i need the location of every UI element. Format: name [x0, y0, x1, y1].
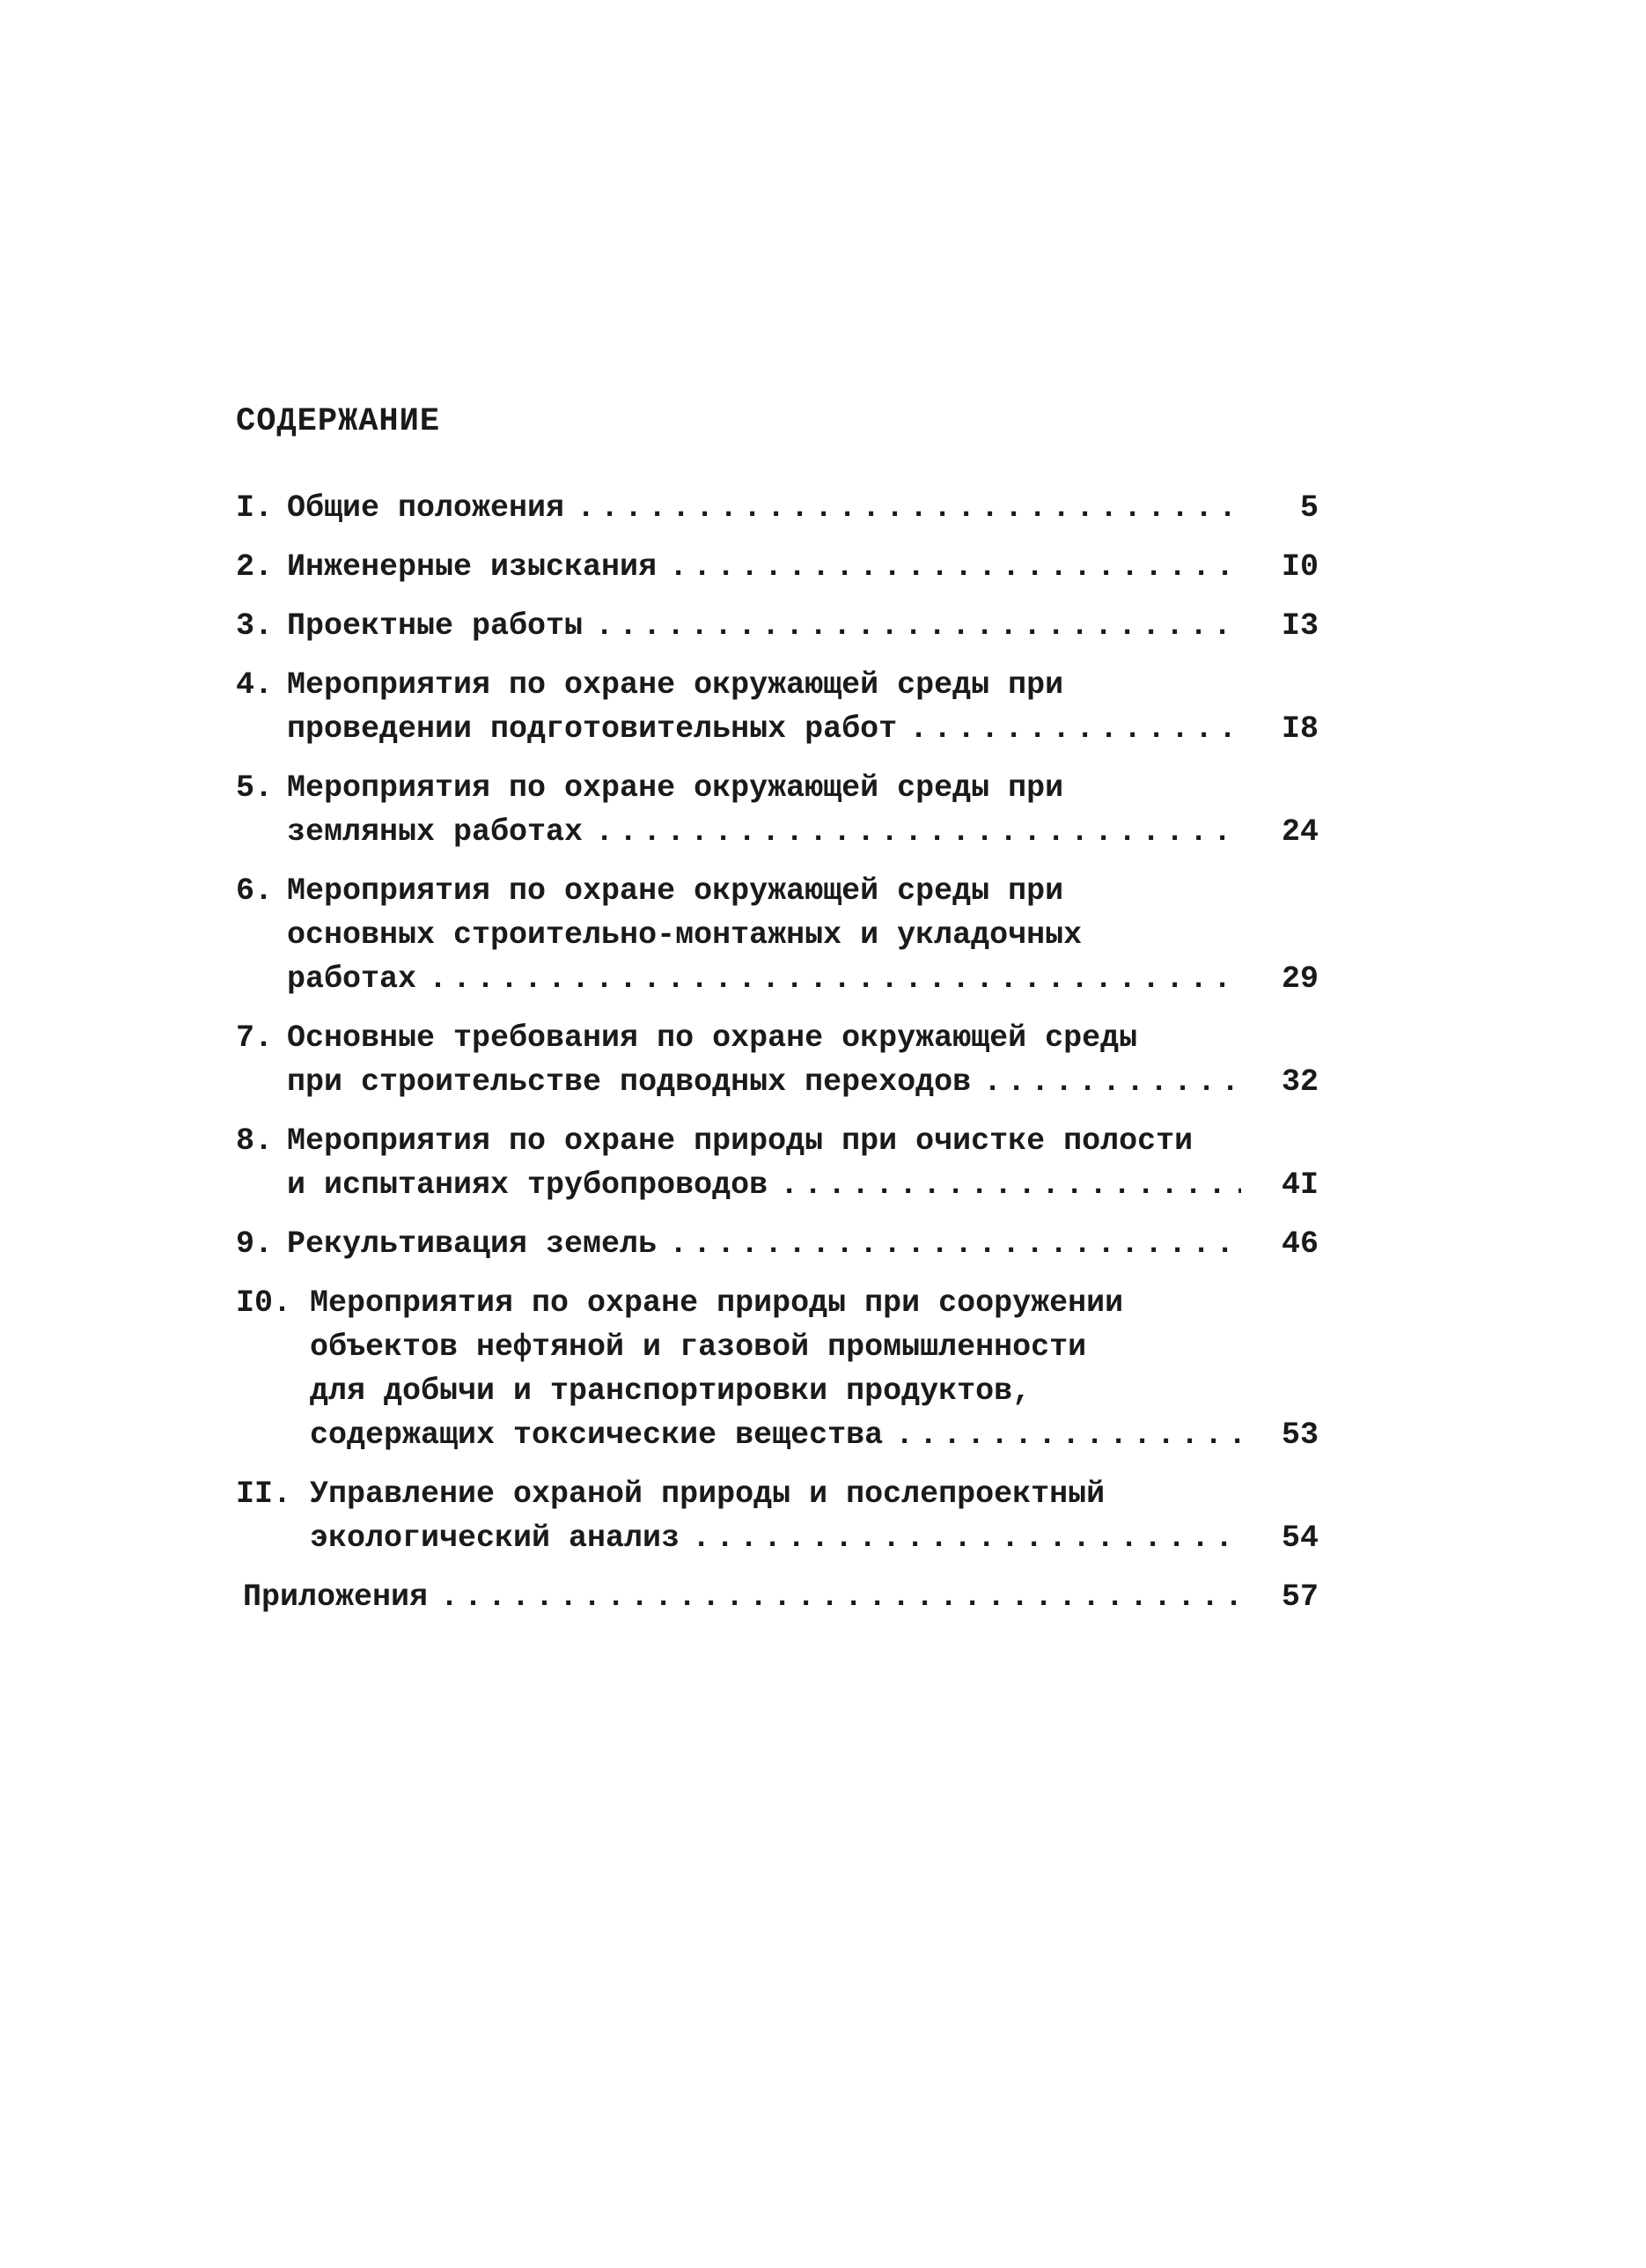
- toc-page-number: 54: [1281, 1521, 1319, 1556]
- toc-entry-text: проведении подготовительных работ: [287, 711, 898, 747]
- toc-entry-text: работах: [287, 961, 417, 997]
- dot-leader: [780, 1163, 1241, 1207]
- toc-entry-text: основных строительно-монтажных и укладочных: [287, 917, 1083, 953]
- toc-line: [236, 604, 1319, 648]
- dot-leader: [895, 1413, 1241, 1457]
- toc-entry-text: и испытаниях трубопроводов: [287, 1167, 768, 1203]
- toc-line: [236, 913, 1319, 957]
- toc-page-number: 24: [1281, 814, 1319, 850]
- toc-line: [236, 810, 1319, 854]
- toc-line: [236, 486, 1319, 530]
- toc-entry: [236, 545, 1319, 589]
- toc-entry: [236, 1575, 1319, 1619]
- toc-page-number: I0: [1281, 549, 1319, 585]
- toc-entry-text: содержащих токсические вещества: [310, 1418, 884, 1453]
- dot-leader: [983, 1060, 1241, 1104]
- toc-entry-text: объектов нефтяной и газовой промышленности: [310, 1329, 1087, 1365]
- dot-leader: [429, 957, 1241, 1001]
- toc-page-number: 46: [1281, 1226, 1319, 1262]
- toc-entry-text: земляных работах: [287, 814, 584, 850]
- toc-line: [236, 707, 1319, 751]
- toc-page-number: I3: [1281, 608, 1319, 644]
- page-title: СОДЕРЖАНИЕ: [236, 403, 441, 440]
- toc-entry-text: Мероприятия по охране природы при сооружении: [310, 1285, 1124, 1321]
- toc-entry-number: 6.: [236, 873, 274, 909]
- toc-entry-number: I.: [236, 490, 274, 526]
- dot-leader: [440, 1575, 1241, 1619]
- toc-entry-text: Мероприятия по охране окружающей среды при: [287, 770, 1064, 806]
- toc-line: [236, 1516, 1319, 1560]
- dot-leader: [692, 1516, 1241, 1560]
- toc-page-number: I8: [1281, 711, 1319, 747]
- toc-line: [236, 1413, 1319, 1457]
- toc-entry-text: Мероприятия по охране окружающей среды при: [287, 873, 1064, 909]
- toc-entry-text: для добычи и транспортировки продуктов,: [310, 1373, 1032, 1409]
- toc-line: [236, 1575, 1319, 1619]
- toc-entry: [236, 1472, 1319, 1560]
- dot-leader: [909, 707, 1241, 751]
- toc-line: [236, 766, 1319, 810]
- toc-entry: [236, 766, 1319, 854]
- dot-leader: [595, 604, 1241, 648]
- toc-entry-text: Рекультивация земель: [287, 1226, 658, 1262]
- toc-entry-number: 9.: [236, 1226, 274, 1262]
- toc-entry: [236, 869, 1319, 1001]
- toc-entry-number: 4.: [236, 667, 274, 703]
- toc-line: [236, 1060, 1319, 1104]
- toc-page-number: 53: [1281, 1418, 1319, 1453]
- toc-line: [236, 1163, 1319, 1207]
- dot-leader: [669, 1222, 1241, 1266]
- toc-entry-number: 3.: [236, 608, 274, 644]
- toc-entry: [236, 1222, 1319, 1266]
- toc-line: [236, 1119, 1319, 1163]
- toc-entry: [236, 1281, 1319, 1457]
- toc-entry: [236, 1016, 1319, 1104]
- toc-page-number: 4I: [1281, 1167, 1319, 1203]
- toc-entry-number: 5.: [236, 770, 274, 806]
- toc-entry-text: Приложения: [243, 1580, 429, 1615]
- toc-entry-text: Управление охраной природы и послепроектный: [310, 1476, 1106, 1512]
- toc-entry: [236, 1119, 1319, 1207]
- toc-entry-text: экологический анализ: [310, 1521, 680, 1556]
- toc-line: [236, 1369, 1319, 1413]
- toc-entry-number: 7.: [236, 1020, 274, 1056]
- toc-entry-text: при строительстве подводных переходов: [287, 1064, 972, 1100]
- toc-line: [236, 1016, 1319, 1060]
- toc-line: [236, 1472, 1319, 1516]
- toc-page-number: 32: [1281, 1064, 1319, 1100]
- toc-entry-text: Инженерные изыскания: [287, 549, 658, 585]
- toc-line: [236, 1222, 1319, 1266]
- toc-entry-number: 8.: [236, 1123, 274, 1159]
- toc-entry-number: I0.: [236, 1285, 292, 1321]
- toc-entry: [236, 604, 1319, 648]
- dot-leader: [595, 810, 1241, 854]
- toc-page-number: 29: [1281, 961, 1319, 997]
- toc-line: [236, 1281, 1319, 1325]
- table-of-contents: [236, 486, 1319, 1634]
- toc-line: [236, 869, 1319, 913]
- toc-line: [236, 957, 1319, 1001]
- toc-entry: [236, 663, 1319, 751]
- dot-leader: [669, 545, 1241, 589]
- toc-entry-text: Общие положения: [287, 490, 565, 526]
- toc-line: [236, 545, 1319, 589]
- toc-entry-number: II.: [236, 1476, 292, 1512]
- toc-line: [236, 663, 1319, 707]
- toc-entry-text: Основные требования по охране окружающей среды: [287, 1020, 1138, 1056]
- toc-line: [236, 1325, 1319, 1369]
- toc-page-number: 57: [1281, 1580, 1319, 1615]
- toc-entry-text: Проектные работы: [287, 608, 584, 644]
- toc-entry: [236, 486, 1319, 530]
- toc-entry-text: Мероприятия по охране окружающей среды при: [287, 667, 1064, 703]
- toc-page-number: 5: [1299, 490, 1319, 526]
- dot-leader: [577, 486, 1241, 530]
- toc-entry-text: Мероприятия по охране природы при очистке полости: [287, 1123, 1194, 1159]
- toc-entry-number: 2.: [236, 549, 274, 585]
